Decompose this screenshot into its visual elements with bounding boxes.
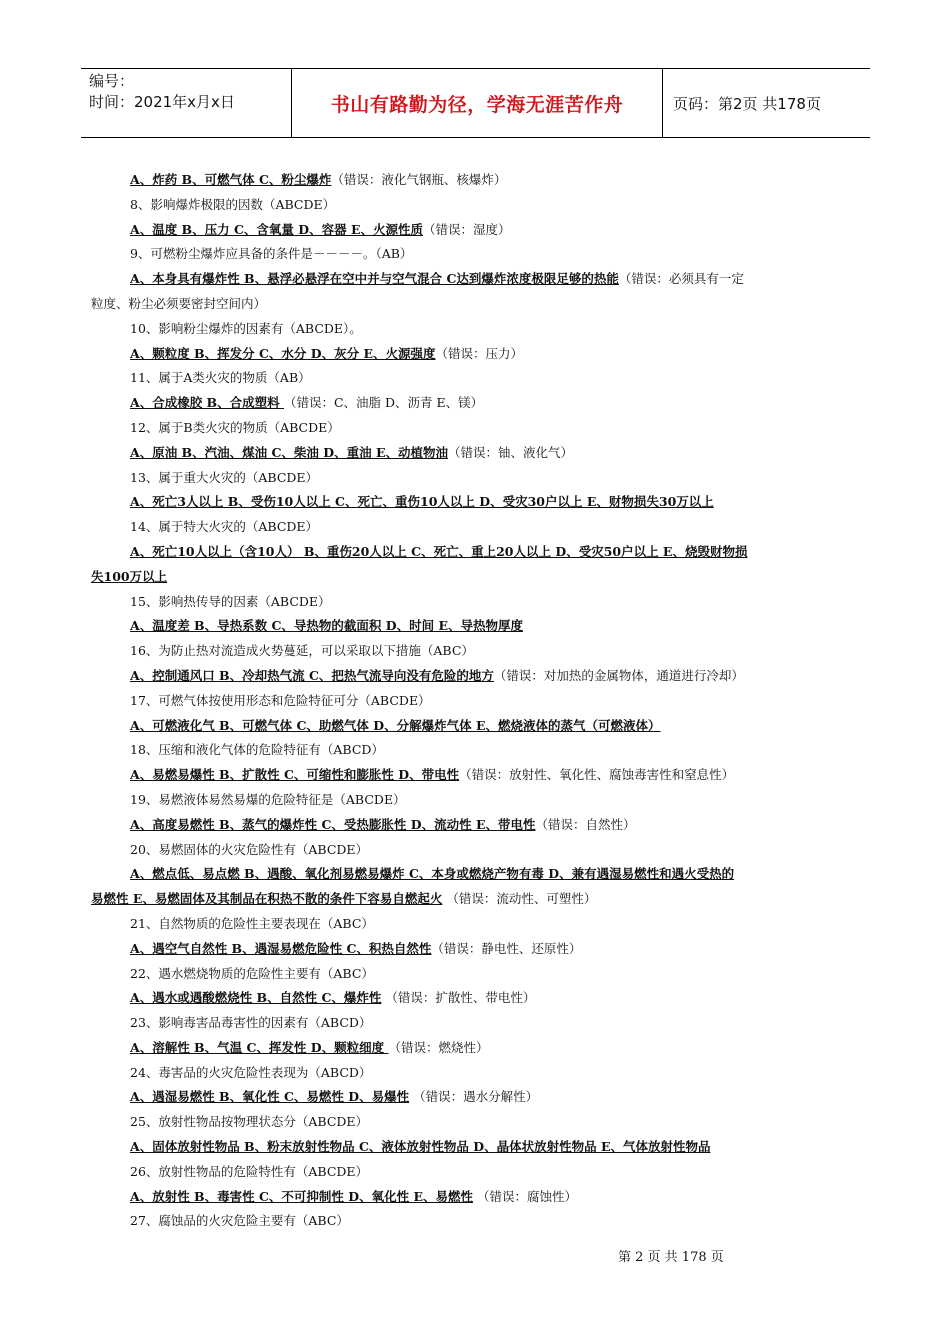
wrong-answers-note: （错误：自然性） [535, 816, 636, 832]
correct-answers: A、固体放射性物品 B、粉末放射性物品 C、液体放射性物品 D、晶体状放射性物品 E、气体放射性物品 [130, 1139, 711, 1155]
question-list [91, 168, 861, 1234]
answer-line [91, 614, 861, 639]
question-line: 9、可燃粉尘爆炸应具备的条件是－－－－。（AB） [130, 246, 413, 262]
header-motto: 书山有路勤为径，学海无涯苦作舟 [292, 69, 663, 137]
question-line: 26、放射性物品的危险特性有（ABCDE） [130, 1163, 369, 1179]
header-meta [81, 69, 292, 137]
answer-line [91, 1036, 861, 1061]
answer-line [91, 763, 861, 788]
answer-continuation-line [91, 887, 861, 912]
correct-answers: A、遇湿易燃性 B、氧化性 C、易燃性 D、易爆性 [130, 1089, 410, 1105]
answer-line [91, 1135, 861, 1160]
correct-answers: A、遇空气自然性 B、遇湿易燃危险性 C、积热自然性 [130, 940, 432, 956]
wrong-answers-note: （错误：遇水分解性） [409, 1089, 539, 1105]
question-line: 13、属于重大火灾的（ABCDE） [130, 469, 319, 485]
wrong-answers-note: （错误：C、油脂 D、沥青 E、镁） [283, 395, 484, 411]
correct-answers: A、溶解性 B、气温 C、挥发性 D、颗粒细度 [130, 1039, 389, 1055]
question-line: 19、易燃液体易然易爆的危险特征是（ABCDE） [130, 791, 406, 807]
answer-line [91, 391, 861, 416]
correct-answers: A、温度差 B、导热系数 C、导热物的截面积 D、时间 E、导热物厚度 [130, 618, 523, 634]
answer-continuation-line [91, 292, 861, 317]
answer-line [91, 937, 861, 962]
page-header [81, 68, 870, 138]
wrong-answers-note: （错误：铀、液化气） [448, 444, 574, 460]
wrong-answers-note: （错误：必须具有一定 [618, 271, 744, 287]
correct-answers: A、炸药 B、可燃气体 C、粉尘爆炸 [130, 172, 332, 187]
question-line: 27、腐蚀品的火灾危险主要有（ABC） [130, 1213, 349, 1229]
correct-answers: A、温度 B、压力 C、含氧量 D、容器 E、火源性质 [130, 221, 423, 237]
answer-line [91, 1185, 861, 1210]
correct-answers: A、控制通风口 B、冷却热气流 C、把热气流导向没有危险的地方 [130, 667, 494, 683]
question-line: 23、影响毒害品毒害性的因素有（ABCD） [130, 1015, 372, 1031]
correct-answers: A、遇水或遇酸燃烧性 B、自然性 C、爆炸性 [130, 990, 382, 1006]
correct-answers: 失100万以上 [91, 568, 168, 584]
correct-answers: A、易燃易爆性 B、扩散性 C、可缩性和膨胀性 D、带电性 [130, 767, 460, 783]
question-line: 18、压缩和液化气体的危险特征有（ABCD） [130, 742, 384, 758]
question-line: 25、放射性物品按物理状态分（ABCDE） [130, 1114, 369, 1130]
wrong-answers-note: （错误：静电性、还原性） [431, 940, 582, 956]
wrong-answers-note: 粒度、粉尘必须要密封空间内） [91, 295, 267, 311]
correct-answers: A、原油 B、汽油、煤油 C、柴油 D、重油 E、动植物油 [130, 444, 448, 460]
question-line: 20、易燃固体的火灾危险性有（ABCDE） [130, 841, 369, 857]
question-line: 24、毒害品的火灾危险性表现为（ABCD） [130, 1064, 372, 1080]
answer-line [91, 267, 861, 292]
answer-continuation-line [91, 565, 861, 590]
answer-line [91, 862, 861, 887]
wrong-answers-note: （错误：对加热的金属物体，通道进行冷却） [493, 667, 744, 683]
document-code-label: 编号： [89, 72, 135, 90]
wrong-answers-note: （错误：放射性、氧化性、腐蚀毒害性和窒息性） [459, 767, 735, 783]
answer-line [91, 168, 861, 193]
wrong-answers-note: （错误：压力） [435, 345, 524, 361]
answer-line [91, 813, 861, 838]
correct-answers: A、合成橡胶 B、合成塑料 [130, 395, 284, 411]
correct-answers: A、高度易燃性 B、蒸气的爆炸性 C、受热膨胀性 D、流动性 E、带电性 [130, 816, 536, 832]
correct-answers: A、死亡10人以上（含10人） B、重伤20人以上 C、死亡、重上20人以上 D、受灾50户以上 E、烧毁财物损 [130, 543, 748, 559]
answer-line [91, 540, 861, 565]
answer-line [91, 218, 861, 243]
question-line: 16、为防止热对流造成火势蔓延，可以采取以下措施（ABC） [130, 643, 474, 659]
correct-answers: A、死亡3人以上 B、受伤10人以上 C、死亡、重伤10人以上 D、受灾30户以上 E、财物损失30万以上 [130, 494, 714, 510]
wrong-answers-note: （错误：湿度） [423, 221, 511, 237]
correct-answers: A、燃点低、易点燃 B、遇酸、氧化剂易燃易爆炸 C、本身或燃烧产物有毒 D、兼有遇湿易燃性和遇火受热的 [130, 866, 735, 882]
answer-line [91, 441, 861, 466]
question-line: 17、可燃气体按使用形态和危险特征可分（ABCDE） [130, 692, 431, 708]
wrong-answers-note: （错误：液化气钢瓶、核爆炸） [331, 172, 507, 187]
correct-answers: A、可燃液化气 B、可燃气体 C、助燃气体 D、分解爆炸气体 E、燃烧液体的蒸气（可燃液体） [130, 717, 661, 733]
answer-line [91, 342, 861, 367]
answer-line [91, 986, 861, 1011]
wrong-answers-note: （错误：流动性、可塑性） [442, 891, 597, 907]
question-line: 8、影响爆炸极限的因数（ABCDE） [130, 196, 336, 212]
question-line: 14、属于特大火灾的（ABCDE） [130, 519, 319, 535]
question-line: 21、自然物质的危险性主要表现在（ABC） [130, 915, 374, 931]
question-line: 12、属于B类火灾的物质（ABCDE） [130, 419, 340, 435]
correct-answers: A、本身具有爆炸性 B、悬浮必悬浮在空中并与空气混合 C达到爆炸浓度极限足够的热能 [130, 271, 619, 287]
question-line: 15、影响热传导的因素（ABCDE） [130, 593, 331, 609]
correct-answers: A、放射性 B、毒害性 C、不可抑制性 D、氧化性 E、易燃性 [130, 1188, 473, 1204]
question-line: 22、遇水燃烧物质的危险性主要有（ABC） [130, 965, 374, 981]
question-line: 10、影响粉尘爆炸的因素有（ABCDE）。 [130, 320, 362, 336]
answer-line [91, 714, 861, 739]
wrong-answers-note: （错误：腐蚀性） [473, 1188, 577, 1204]
wrong-answers-note: （错误：燃烧性） [388, 1039, 489, 1055]
question-line: 11、属于A类火灾的物质（AB） [130, 370, 311, 386]
header-page-info: 页码：第2页 共178页 [673, 94, 821, 113]
correct-answers: 易燃性 E、易燃固体及其制品在积热不散的条件下容易自燃起火 [91, 891, 443, 907]
answer-line [91, 1085, 861, 1110]
page-footer: 第 2 页 共 178 页 [618, 1250, 724, 1265]
answer-line [91, 664, 861, 689]
wrong-answers-note: （错误：扩散性、带电性） [381, 990, 536, 1006]
answer-line [91, 490, 861, 515]
correct-answers: A、颗粒度 B、挥发分 C、水分 D、灰分 E、火源强度 [130, 345, 436, 361]
document-time-label: 时间：2021年x月x日 [89, 93, 235, 111]
